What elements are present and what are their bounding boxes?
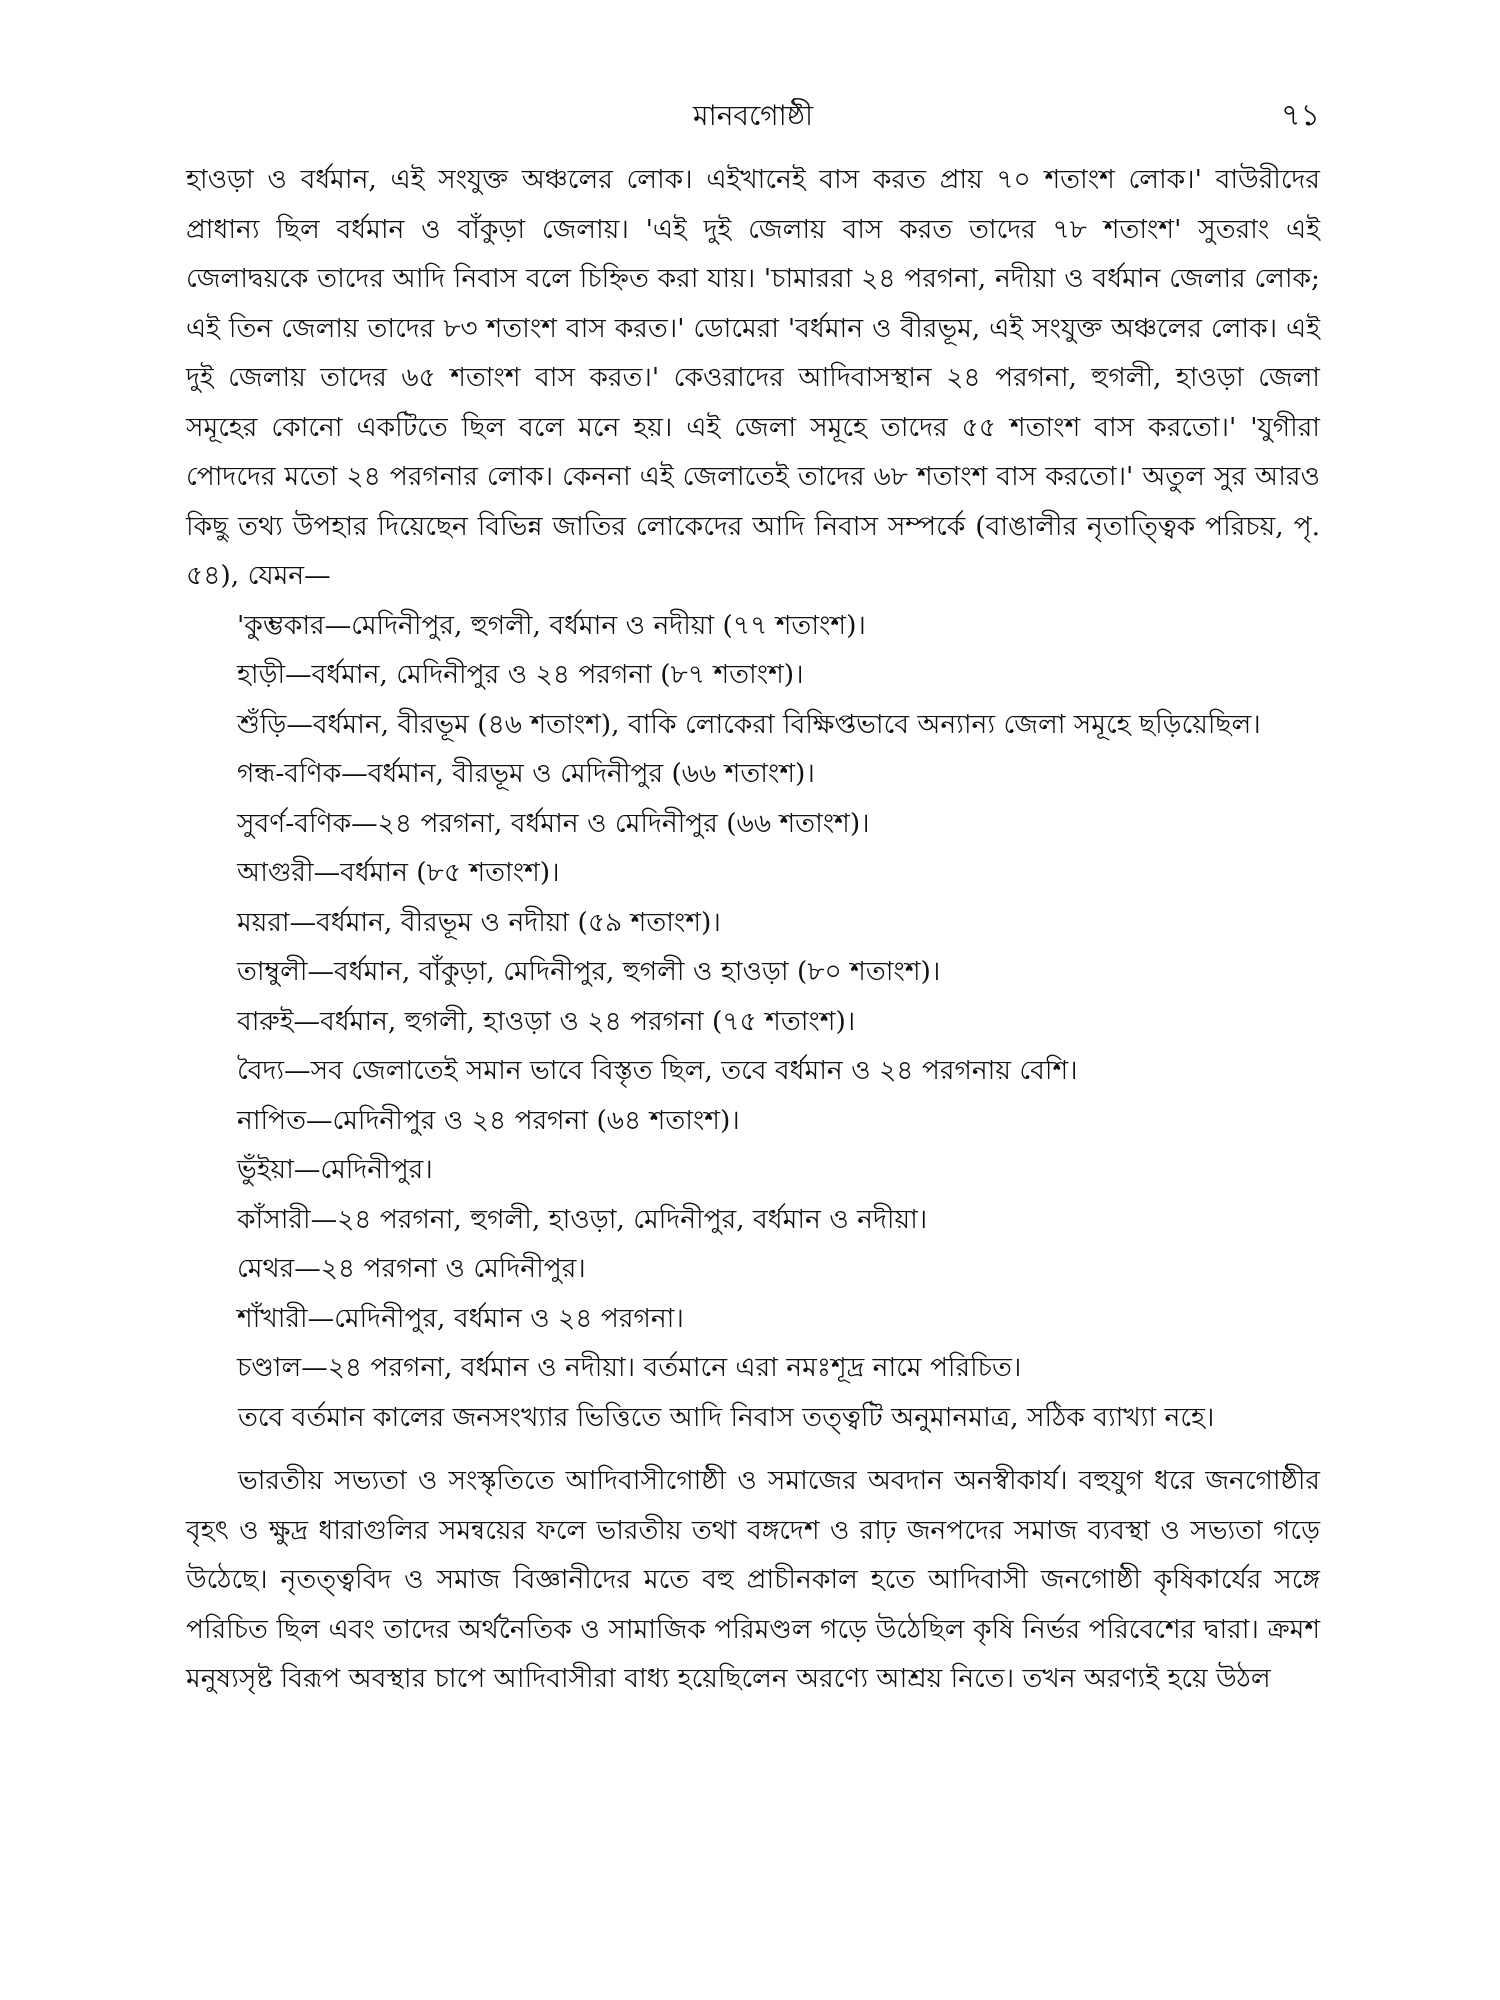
caste-list [186,601,1320,1393]
running-title: মানবগোষ্ঠী [693,99,813,132]
page-number: ৭১ [1281,98,1320,133]
list-item: বৈদ্য—সব জেলাতেই সমান ভাবে বিস্তৃত ছিল, তবে বর্ধমান ও ২৪ পরগনায় বেশি। [237,1055,1078,1086]
list-item: হাড়ী—বর্ধমান, মেদিনীপুর ও ২৪ পরগনা (৮৭ শতাংশ)। [237,659,804,690]
list-item: তাম্বুলী—বর্ধমান, বাঁকুড়া, মেদিনীপুর, হুগলী ও হাওড়া (৮০ শতাংশ)। [237,956,941,987]
list-item: আগুরী—বর্ধমান (৮৫ শতাংশ)। [237,857,560,888]
list-item: কাঁসারী—২৪ পরগনা, হুগলী, হাওড়া, মেদিনীপুর, বর্ধমান ও নদীয়া। [237,1203,928,1235]
list-item: সুবর্ণ-বণিক—২৪ পরগনা, বর্ধমান ও মেদিনীপুর (৬৬ শতাংশ)। [237,807,870,839]
list-item: শুঁড়ি—বর্ধমান, বীরভূম (৪৬ শতাংশ), বাকি লোকেরা বিক্ষিপ্তভাবে অন্যান্য জেলা সমূহে ছড়িয়েছিল। [237,708,1261,740]
closing-paragraph: তবে বর্তমান কালের জনসংখ্যার ভিত্তিতে আদি নিবাস তত্ত্বটি অনুমানমাত্র, সঠিক ব্যাখ্যা নহে। [238,1401,1215,1433]
page-header [186,96,1320,146]
list-item: মেথর—২৪ পরগনা ও মেদিনীপুর। [237,1253,586,1284]
list-item: 'কুম্ভকার—মেদিনীপুর, হুগলী, বর্ধমান ও নদীয়া (৭৭ শতাংশ)। [237,609,866,641]
list-item: গন্ধ-বণিক—বর্ধমান, বীরভূম ও মেদিনীপুর (৬৬ শতাংশ)। [237,758,815,789]
list-item: নাপিত—মেদিনীপুর ও ২৪ পরগনা (৬৪ শতাংশ)। [237,1104,740,1136]
final-paragraph: ভারতীয় সভ্যতা ও সংস্কৃতিতে আদিবাসীগোষ্ঠী ও সমাজের অবদান অনস্বীকার্য। বহুযুগ ধরে জনগোষ্ঠীর বৃহৎ ও ক্ষুদ্র ধারাগুলির সমন্বয়ের ফলে ভারতীয় তথা বঙ্গদেশ ও রাঢ় জনপদের সমাজ ব্যবস্থা ও সভ্যতা গড়ে উঠেছে। নৃতত্ত্ববিদ ও সমাজ বিজ্ঞানীদের মতে বহু প্রাচীনকাল হতে আদিবাসী জনগোষ্ঠী কৃষিকার্যের সঙ্গে পরিচিত ছিল এবং তাদের অর্থনৈতিক ও সামাজিক পরিমণ্ডল গড়ে উঠেছিল কৃষি নির্ভর পরিবেশের দ্বারা। ক্রমশ মনুষ্যসৃষ্ট বিরূপ অবস্থার চাপে আদিবাসীরা বাধ্য হয়েছিলেন অরণ্যে আশ্রয় নিতে। তখন অরণ্যই হয়ে উঠল [186,1465,1320,1694]
list-item: বারুই—বর্ধমান, হুগলী, হাওড়া ও ২৪ পরগনা (৭৫ শতাংশ)। [237,1005,856,1037]
intro-paragraph: হাওড়া ও বর্ধমান, এই সংযুক্ত অঞ্চলের লোক। এইখানেই বাস করত প্রায় ৭০ শতাংশ লোক।' বাউরীদের প্রাধান্য ছিল বর্ধমান ও বাঁকুড়া জেলায়। 'এই দুই জেলায় বাস করত তাদের ৭৮ শতাংশ' সুতরাং এই জেলাদ্বয়কে তাদের আদি নিবাস বলে চিহ্নিত করা যায়। 'চামাররা ২৪ পরগনা, নদীয়া ও বর্ধমান জেলার লোক; এই তিন জেলায় তাদের ৮৩ শতাংশ বাস করত।' ডোমেরা 'বর্ধমান ও বীরভূম, এই সংযুক্ত অঞ্চলের লোক। এই দুই জেলায় তাদের ৬৫ শতাংশ বাস করত।' কেওরাদের আদিবাসস্থান ২৪ পরগনা, হুগলী, হাওড়া জেলা সমূহের কোনো একটিতে ছিল বলে মনে হয়। এই জেলা সমূহে তাদের ৫৫ শতাংশ বাস করতো।' 'যুগীরা পোদদের মতো ২৪ পরগনার লোক। কেননা এই জেলাতেই তাদের ৬৮ শতাংশ বাস করতো।' অতুল সুর আরও কিছু তথ্য উপহার দিয়েছেন বিভিন্ন জাতির লোকেদের আদি নিবাস সম্পর্কে (বাঙালীর নৃতাত্ত্বিক পরিচয়, পৃ. ৫৪), যেমন— [186,164,1320,591]
list-item: ময়রা—বর্ধমান, বীরভূম ও নদীয়া (৫৯ শতাংশ)। [237,906,721,938]
list-item: ভুঁইয়া—মেদিনীপুর। [237,1154,433,1185]
body-text [186,155,1320,1704]
list-item: চণ্ডাল—২৪ পরগনা, বর্ধমান ও নদীয়া। বর্তমানে এরা নমঃশূদ্র নামে পরিচিত। [237,1352,1022,1383]
list-item: শাঁখারী—মেদিনীপুর, বর্ধমান ও ২৪ পরগনা। [237,1302,684,1334]
